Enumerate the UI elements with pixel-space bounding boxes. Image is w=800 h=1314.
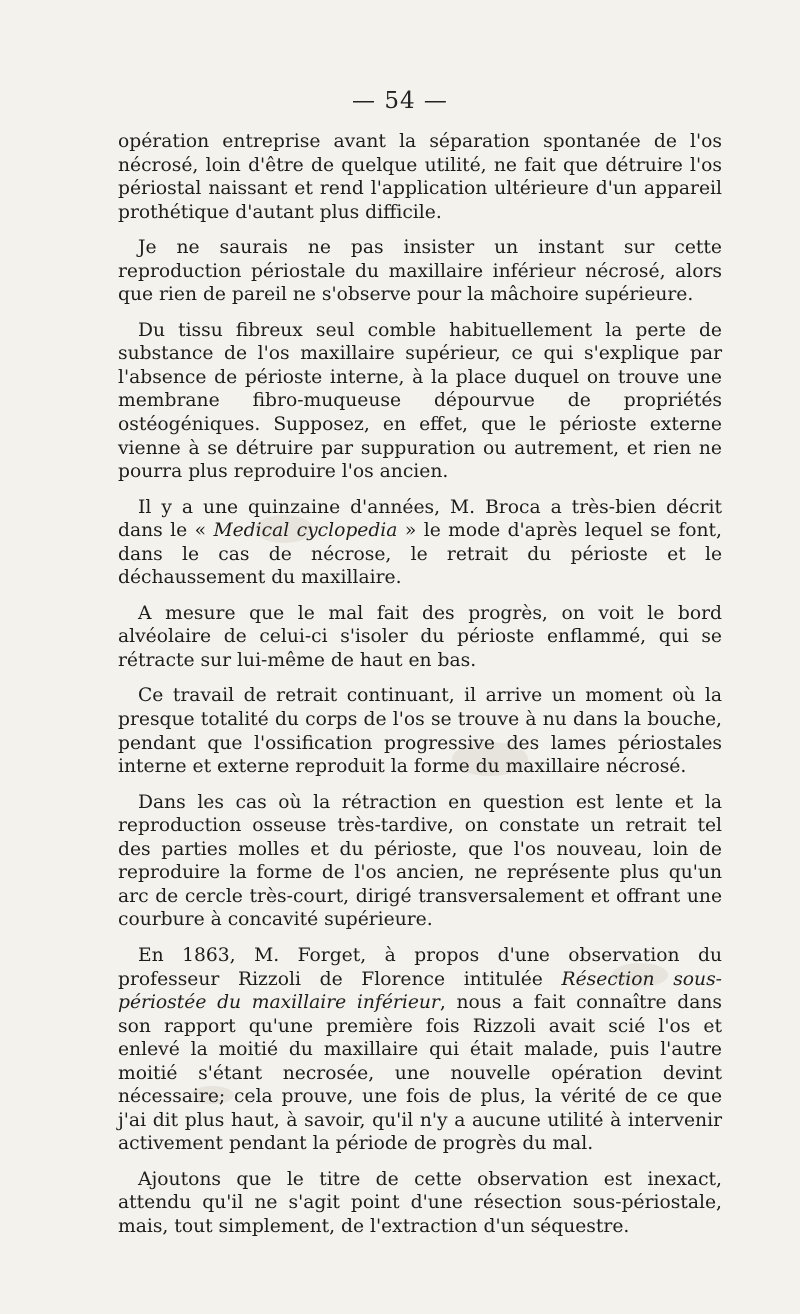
paragraph-4-italic: Medical cyclopedia [213,520,398,542]
paragraph-8-italic: Résection sous-périostée du maxillaire inférieur [118,968,722,1014]
paragraph-5 [118,602,722,673]
paragraph-6 [118,684,722,778]
paragraph-2 [118,236,722,307]
paragraph-4 [118,496,722,590]
paragraph-1 [118,130,722,224]
paragraph-7-text: Dans les cas où la rétraction en question est lente et la reproduction osseuse très-tardive, on constate un retrait tel des parties molles et du périoste, que l'os nouveau, loin de reproduire la forme de l'os ancien, ne représente plus qu'un arc de cercle très-court, dirigé transversalement et offrant une courbure à concavité supérieure. [118,791,722,931]
paragraph-3 [118,319,722,484]
paragraph-7 [118,791,722,932]
paragraph-8 [118,944,722,1156]
page-number: — 54 — [352,88,448,114]
paragraph-5-text: A mesure que le mal fait des progrès, on voit le bord alvéolaire de celui-ci s'isoler du périoste enflammé, qui se rétracte sur lui-même de haut en bas. [118,602,722,671]
paragraph-9-text: Ajoutons que le titre de cette observation est inexact, attendu qu'il ne s'agit point d'une résection sous-périostale, mais, tout simplement, de l'extraction d'un séquestre. [118,1168,722,1237]
paragraph-6-text: Ce travail de retrait continuant, il arrive un moment où la presque totalité du corps de l'os se trouve à nu dans la bouche, pendant que l'ossification progressive des lames périostales interne et externe reproduit la forme du maxillaire nécrosé. [118,685,722,778]
paragraph-2-text: Je ne saurais ne pas insister un instant sur cette reproduction périostale du maxillaire inférieur nécrosé, alors que rien de pareil ne s'observe pour la mâchoire supérieure. [118,237,722,306]
paragraph-4-start: Il y a une quinzaine d'années, M. Broca a très-bien décrit dans le « [118,496,722,542]
paragraph-4-end: » le mode d'après lequel se font, dans le cas de nécrose, le retrait du périoste et le déchaussement du maxillaire. [118,520,723,589]
paragraph-9 [118,1168,722,1239]
paragraph-8-end: , nous a fait connaître dans son rapport qu'une première fois Rizzoli avait scié l'os et enlevé la moitié du maxillaire qui était malade, puis l'autre moitié s'étant necrosée, une nouvelle opération devint nécessaire; cela prouve, une fois de plus, la vérité de ce que j'ai dit plus haut, à savoir, qu'il n'y a aucune utilité à intervenir activement pendant la période de progrès du mal. [118,992,722,1155]
paragraph-8-start: En 1863, M. Forget, à propos d'une observation du professeur Rizzoli de Florence intitulée [118,944,722,990]
paragraph-3-text: Du tissu fibreux seul comble habituellement la perte de substance de l'os maxillaire supérieur, ce qui s'explique par l'absence de périoste interne, à la place duquel on trouve une membrane fibro-muqueuse dépourvue de propriétés ostéogéniques. Supposez, en effet, que le périoste externe vienne à se détruire par suppuration ou autrement, et rien ne pourra plus reproduire l'os ancien. [118,319,722,483]
paragraph-1-text: opération entreprise avant la séparation spontanée de l'os nécrosé, loin d'être de quelque utilité, ne fait que détruire l'os périostal naissant et rend l'application ultérieure d'un appareil prothétique d'autant plus difficile. [118,131,722,223]
body-text [118,130,722,1239]
